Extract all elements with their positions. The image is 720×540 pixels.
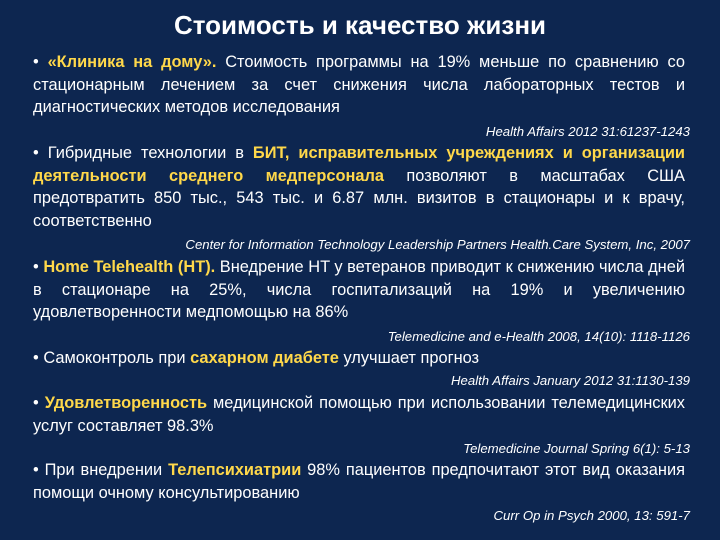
bullet-item-diabetes	[33, 347, 685, 370]
bullet-marker: •	[33, 53, 39, 71]
item-text: Стоимость программы на 19% меньше по сравнению со стационарным лечением за счет снижения числа лабораторных тестов и диагностических методов исследования	[33, 53, 685, 116]
highlight-text: Удовлетворенность	[44, 394, 208, 412]
item-text: медицинской помощью при использовании телемедицинских услуг составляет 98.3%	[33, 394, 685, 435]
item-text: Внедрение HT у ветеранов приводит к снижению числа дней в стационаре на 25%, числа госпитализаций на 19% и увеличению удовлетворенности медпомощью на 86%	[33, 258, 685, 321]
bullet-item-home-telehealth	[33, 256, 685, 324]
item-text: улучшает прогноз	[338, 349, 480, 367]
bullet-marker: •	[33, 461, 39, 479]
highlight-text: «Клиника на дому».	[47, 53, 217, 71]
item-text: позволяют в масштабах США предотвратить 850 тыс., 543 тыс. и 6.87 млн. визитов в стационары и к врачу, соответственно	[33, 166, 685, 230]
bullet-marker: •	[33, 144, 39, 162]
item-prefix-text: Самоконтроль при	[43, 349, 191, 367]
highlight-text: Телепсихиатрии	[168, 461, 302, 479]
highlight-text: сахарном диабете	[190, 349, 339, 367]
item-text: 98% пациентов предпочитают этот вид оказания помощи очному консультированию	[33, 461, 685, 502]
source-citation: Telemedicine Journal Spring 6(1): 5-13	[463, 441, 690, 456]
bullet-item-home-clinic	[33, 51, 685, 119]
item-prefix-text: При внедрении	[44, 461, 169, 479]
source-citation: Center for Information Technology Leadership Partners Health.Care System, Inc, 2007	[185, 237, 690, 252]
source-citation: Health Affairs January 2012 31:1130-139	[451, 373, 690, 388]
bullet-marker: •	[33, 349, 39, 367]
bullet-marker: •	[33, 394, 39, 412]
bullet-item-satisfaction	[33, 392, 685, 437]
source-citation: Curr Op in Psych 2000, 13: 591-7	[493, 508, 690, 523]
item-prefix-text: Гибридные технологии в	[47, 144, 253, 162]
bullet-marker: •	[33, 258, 39, 276]
bullet-item-hybrid-tech	[33, 142, 685, 232]
highlight-text: БИТ, исправительных учреждениях и организации деятельности среднего медперсонала	[33, 144, 685, 185]
slide-title: Стоимость и качество жизни	[173, 10, 547, 40]
source-citation: Health Affairs 2012 31:61237-1243	[485, 124, 690, 139]
highlight-text: Home Telehealth (HT).	[43, 258, 216, 276]
bullet-item-telepsychiatry	[33, 459, 685, 504]
source-citation: Telemedicine and e-Health 2008, 14(10): 1118-1126	[387, 329, 690, 344]
